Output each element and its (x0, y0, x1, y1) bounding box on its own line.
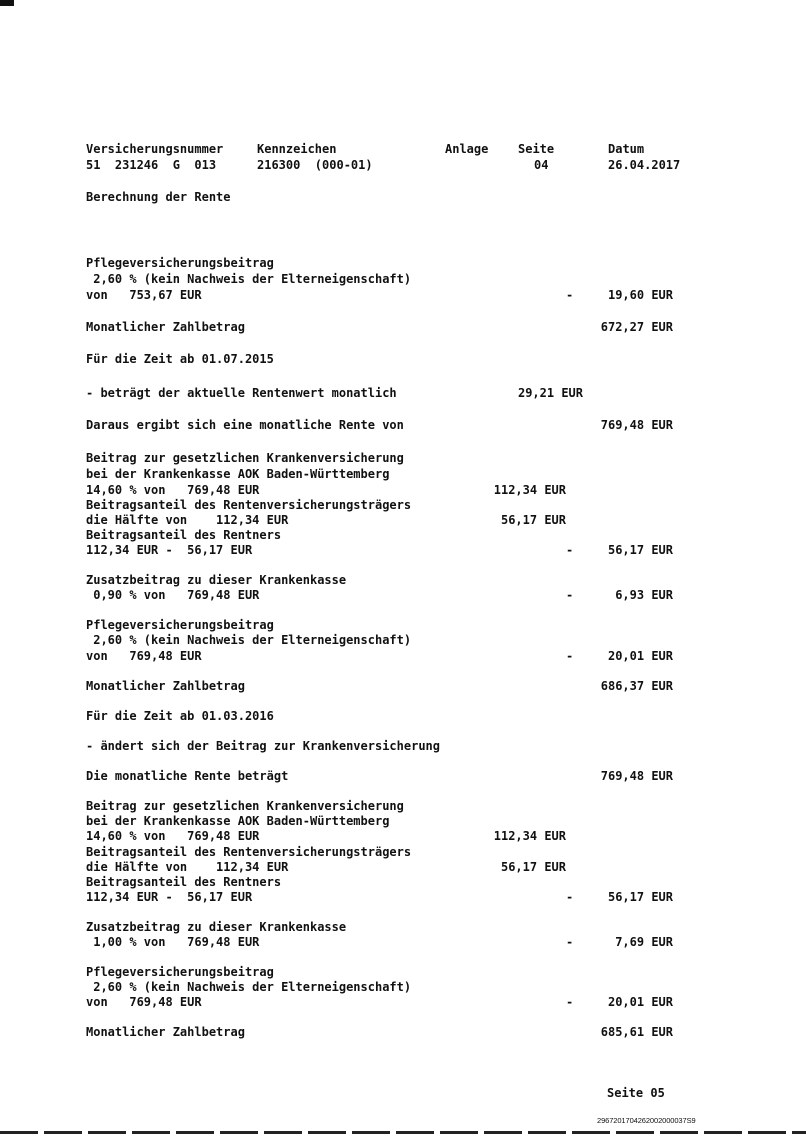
header-label-kennzeichen: Kennzeichen (257, 142, 337, 156)
b3-pflege-rate: 2,60 % (kein Nachweis der Elterneigenschaft) (86, 980, 412, 994)
b3-pflege-von: von 769,48 EUR (86, 995, 202, 1009)
header-value-nummer: 51 231246 G 013 (86, 158, 217, 172)
b3-kv-line7: 112,34 EUR - 56,17 EUR (86, 890, 253, 904)
b2-pflege-von: von 769,48 EUR (86, 649, 202, 663)
b3-kv-line1: Beitrag zur gesetzlichen Krankenversicherung (86, 799, 404, 813)
b1-zahlbetrag-amount: 672,27 EUR (600, 320, 673, 334)
b3-pflege-title: Pflegeversicherungsbeitrag (86, 965, 274, 979)
b2-rente-amount: 769,48 EUR (600, 418, 673, 432)
b3-pflege-sign: - (566, 995, 574, 1009)
b2-zusatz-rate: 0,90 % von 769,48 EUR (86, 588, 260, 602)
b3-zusatz-sign: - (566, 935, 574, 949)
header-label-datum: Datum (608, 142, 645, 156)
b3-kv-sign7: - (566, 890, 574, 904)
b2-kv-amount7: 56,17 EUR (607, 543, 673, 557)
b2-kv-line5: die Hälfte von 112,34 EUR (86, 513, 289, 527)
b2-pflege-title: Pflegeversicherungsbeitrag (86, 618, 274, 632)
header-label-anlage: Anlage (445, 142, 489, 156)
b2-kv-line6: Beitragsanteil des Rentners (86, 528, 282, 542)
b3-kv-amount7: 56,17 EUR (607, 890, 673, 904)
b2-kv-line4: Beitragsanteil des Rentenversicherungsträgers (86, 498, 412, 512)
b2-pflege-amount: 20,01 EUR (607, 649, 673, 663)
b2-zusatz-title: Zusatzbeitrag zu dieser Krankenkasse (86, 573, 347, 587)
b3-kv-amount3: 112,34 EUR (493, 829, 566, 843)
scan-mark-top (0, 0, 14, 6)
header-value-datum: 26.04.2017 (608, 158, 681, 172)
barcode-number: 2967201704262002000037S9 (597, 1116, 696, 1125)
b3-zusatz-rate: 1,00 % von 769,48 EUR (86, 935, 260, 949)
b3-rente-amount: 769,48 EUR (600, 769, 673, 783)
b2-kv-line3: 14,60 % von 769,48 EUR (86, 483, 260, 497)
header-value-kennzeichen: 216300 (000-01) (257, 158, 373, 172)
b1-pflege-von: von 753,67 EUR (86, 288, 202, 302)
b2-kv-amount5: 56,17 EUR (500, 513, 566, 527)
b3-rente-label: Die monatliche Rente beträgt (86, 769, 289, 783)
b2-kv-line1: Beitrag zur gesetzlichen Krankenversicherung (86, 451, 404, 465)
b2-rentenwert-amount: 29,21 EUR (517, 386, 583, 400)
b2-kv-amount3: 112,34 EUR (493, 483, 566, 497)
b3-kv-amount5: 56,17 EUR (500, 860, 566, 874)
b2-kv-sign7: - (566, 543, 574, 557)
b2-zahlbetrag-label: Monatlicher Zahlbetrag (86, 679, 245, 693)
b3-kv-line2: bei der Krankenkasse AOK Baden-Württemberg (86, 814, 390, 828)
b3-zusatz-amount: 7,69 EUR (615, 935, 673, 949)
b1-pflege-sign: - (566, 288, 574, 302)
b2-rentenwert-label: - beträgt der aktuelle Rentenwert monatlich (86, 386, 397, 400)
header-value-seite: 04 (534, 158, 549, 172)
b3-kv-line4: Beitragsanteil des Rentenversicherungsträgers (86, 845, 412, 859)
b1-pflege-title: Pflegeversicherungsbeitrag (86, 256, 274, 270)
b3-kv-line3: 14,60 % von 769,48 EUR (86, 829, 260, 843)
b2-heading: Für die Zeit ab 01.07.2015 (86, 352, 274, 366)
b3-kv-line6: Beitragsanteil des Rentners (86, 875, 282, 889)
b3-zahlbetrag-label: Monatlicher Zahlbetrag (86, 1025, 245, 1039)
b2-rente-label: Daraus ergibt sich eine monatliche Rente von (86, 418, 404, 432)
b2-zahlbetrag-amount: 686,37 EUR (600, 679, 673, 693)
page-title: Berechnung der Rente (86, 190, 231, 204)
b3-zahlbetrag-amount: 685,61 EUR (600, 1025, 673, 1039)
b3-heading: Für die Zeit ab 01.03.2016 (86, 709, 274, 723)
b2-zusatz-sign: - (566, 588, 574, 602)
b3-kv-line5: die Hälfte von 112,34 EUR (86, 860, 289, 874)
b2-pflege-sign: - (566, 649, 574, 663)
b3-pflege-amount: 20,01 EUR (607, 995, 673, 1009)
b1-pflege-amount: 19,60 EUR (607, 288, 673, 302)
scan-edge-bottom (0, 1131, 806, 1134)
header-label-seite: Seite (518, 142, 555, 156)
b2-kv-line2: bei der Krankenkasse AOK Baden-Württemberg (86, 467, 390, 481)
b2-pflege-rate: 2,60 % (kein Nachweis der Elterneigenschaft) (86, 633, 412, 647)
b3-zusatz-title: Zusatzbeitrag zu dieser Krankenkasse (86, 920, 347, 934)
b1-zahlbetrag-label: Monatlicher Zahlbetrag (86, 320, 245, 334)
header-label-versicherungsnummer: Versicherungsnummer (86, 142, 224, 156)
b1-pflege-rate: 2,60 % (kein Nachweis der Elterneigenschaft) (86, 272, 412, 286)
b3-change-label: - ändert sich der Beitrag zur Krankenversicherung (86, 739, 441, 753)
footer-page-number: Seite 05 (607, 1086, 665, 1100)
b2-kv-line7: 112,34 EUR - 56,17 EUR (86, 543, 253, 557)
b2-zusatz-amount: 6,93 EUR (615, 588, 673, 602)
